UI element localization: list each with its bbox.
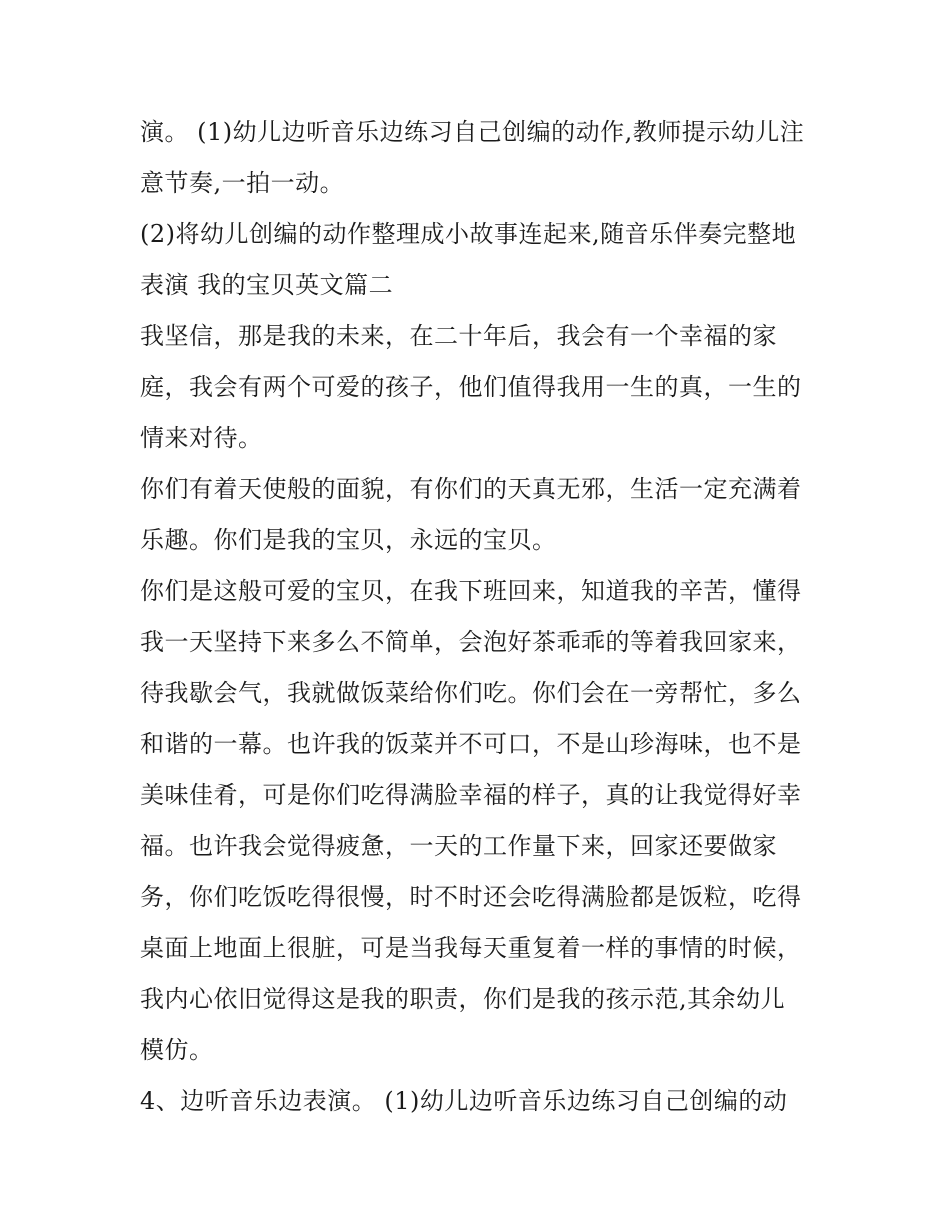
text-line: (2)将幼儿创编的动作整理成小故事连起来,随音乐伴奏完整地	[140, 220, 797, 248]
document-body	[140, 107, 820, 1127]
text-line: 我坚信，那是我的未来，在二十年后，我会有一个幸福的家	[140, 322, 777, 350]
text-line: 模仿。	[140, 1036, 214, 1064]
text-line: 我内心依旧觉得这是我的职责，你们是我的孩示范,其余幼儿	[140, 985, 786, 1013]
text-line: 演。 (1)幼儿边听音乐边练习自己创编的动作,教师提示幼儿注	[140, 118, 805, 146]
text-line: 庭，我会有两个可爱的孩子，他们值得我用一生的真，一生的	[140, 373, 802, 401]
text-line: 情来对待。	[140, 424, 263, 452]
text-line: 美味佳肴，可是你们吃得满脸幸福的样子，真的让我觉得好幸	[140, 781, 802, 809]
text-line: 乐趣。你们是我的宝贝，永远的宝贝。	[140, 526, 557, 554]
text-line: 你们是这般可爱的宝贝，在我下班回来，知道我的辛苦，懂得	[140, 577, 802, 605]
text-line: 务，你们吃饭吃得很慢，时不时还会吃得满脸都是饭粒，吃得	[140, 883, 802, 911]
text-line: 桌面上地面上很脏，可是当我每天重复着一样的事情的时候，	[140, 934, 802, 962]
text-line: 和谐的一幕。也许我的饭菜并不可口，不是山珍海味，也不是	[140, 730, 802, 758]
text-line: 意节奏,一拍一动。	[140, 169, 345, 197]
text-line: 福。也许我会觉得疲惫，一天的工作量下来，回家还要做家	[140, 832, 777, 860]
text-line: 你们有着天使般的面貌，有你们的天真无邪，生活一定充满着	[140, 475, 802, 503]
text-line: 表演 我的宝贝英文篇二	[140, 271, 394, 299]
text-line: 待我歇会气，我就做饭菜给你们吃。你们会在一旁帮忙，多么	[140, 679, 802, 707]
text-line: 4、边听音乐边表演。 (1)幼儿边听音乐边练习自己创编的动	[140, 1087, 788, 1115]
text-line: 我一天坚持下来多么不简单，会泡好茶乖乖的等着我回家来，	[140, 628, 802, 656]
